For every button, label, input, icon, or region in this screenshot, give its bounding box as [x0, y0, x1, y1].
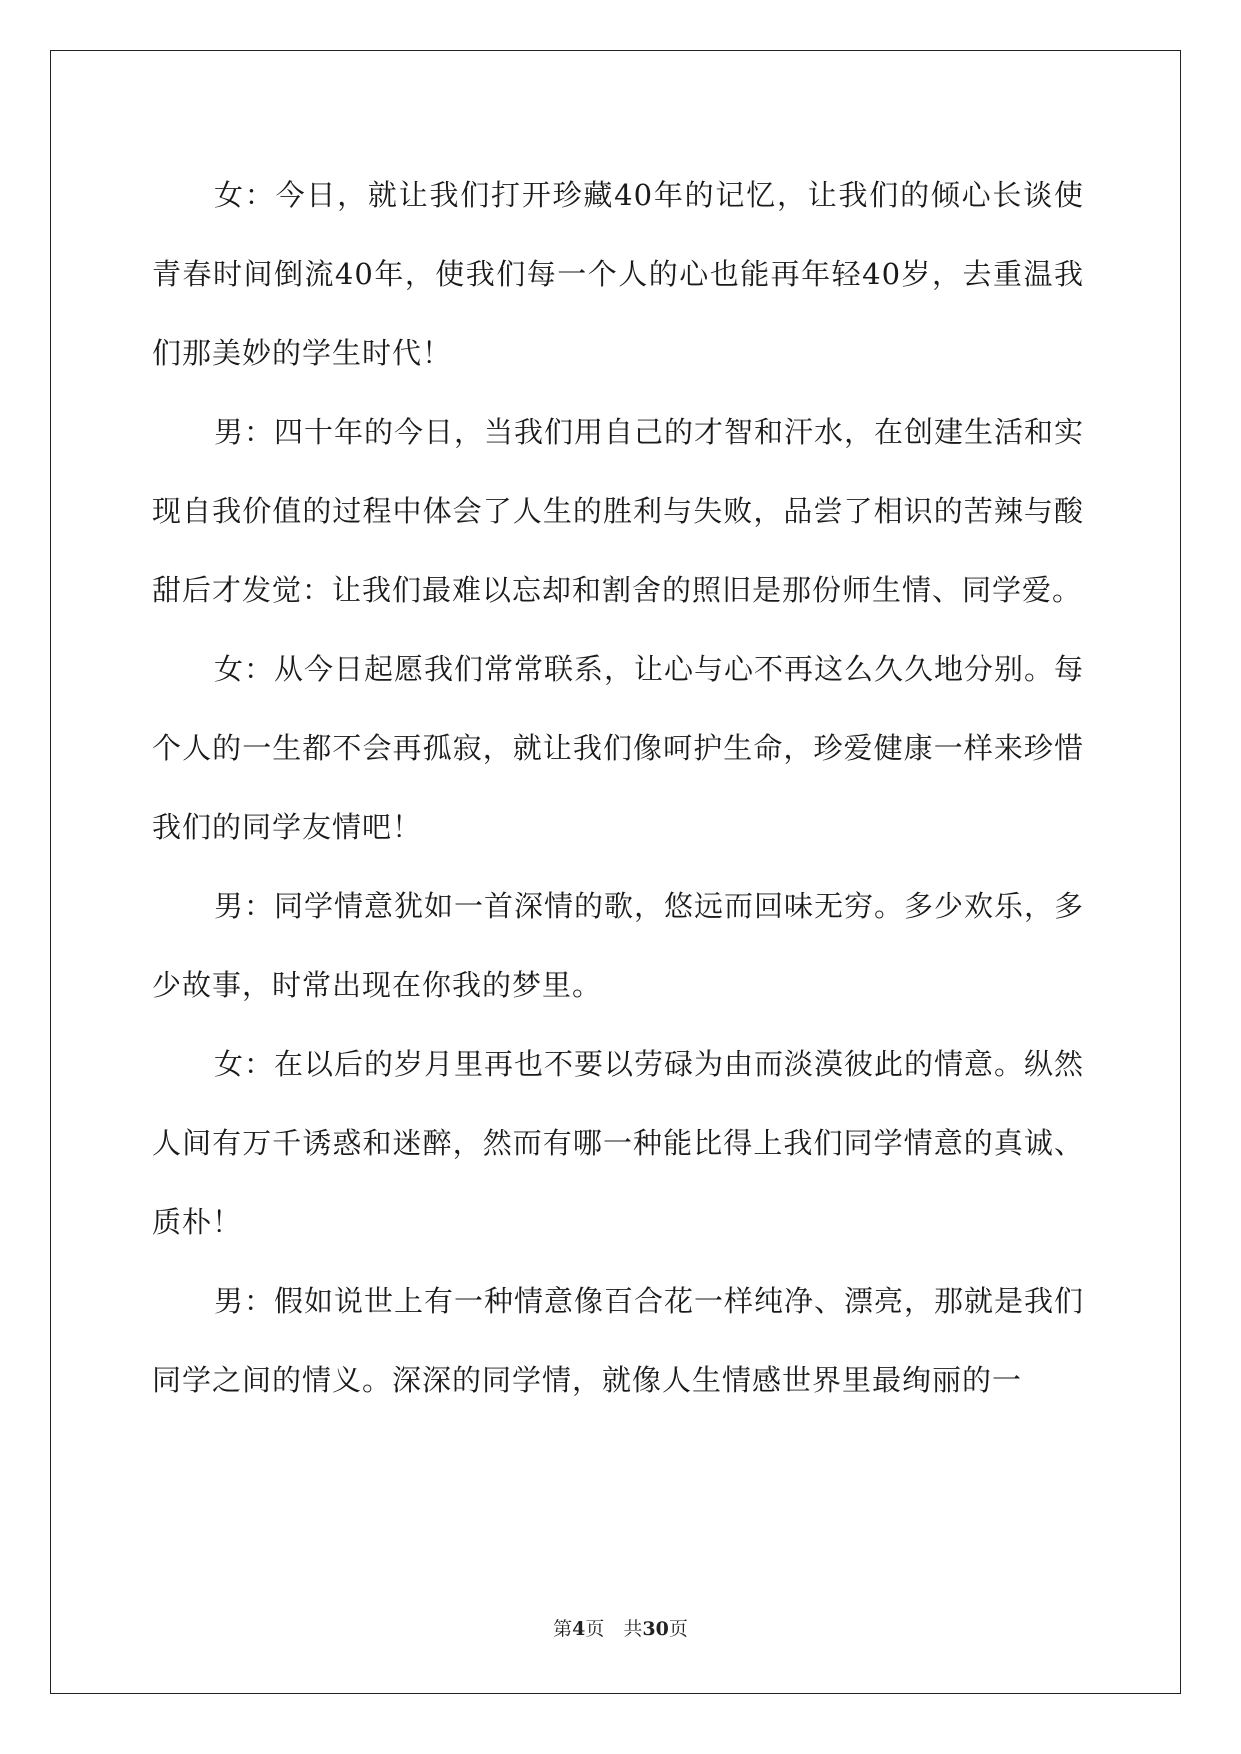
paragraph: 女：今日，就让我们打开珍藏40年的记忆，让我们的倾心长谈使青春时间倒流40年，使我们每一个人的心也能再年轻40岁，去重温我们那美妙的学生时代！ [152, 178, 1084, 370]
current-page-number: 4 [572, 1618, 586, 1640]
paragraph: 男：同学情意犹如一首深情的歌，悠远而回味无穷。多少欢乐，多少故事，时常出现在你我的梦里。 [152, 889, 1085, 1002]
page-footer [0, 1614, 1241, 1641]
total-pages-number: 30 [642, 1618, 669, 1640]
paragraph: 男：四十年的今日，当我们用自己的才智和汗水，在创建生活和实现自我价值的过程中体会了人生的胜利与失败，品尝了相识的苦辣与酸甜后才发觉：让我们最难以忘却和割舍的照旧是那份师生情、同学爱。 [152, 415, 1085, 607]
paragraph: 男：假如说世上有一种情意像百合花一样纯净、漂亮，那就是我们同学之间的情义。深深的同学情，就像人生情感世界里最绚丽的一 [152, 1284, 1085, 1397]
footer-prefix: 第 [553, 1618, 573, 1640]
paragraph: 女：从今日起愿我们常常联系，让心与心不再这么久久地分别。每个人的一生都不会再孤寂，就让我们像呵护生命，珍爱健康一样来珍惜我们的同学友情吧！ [152, 652, 1085, 844]
footer-middle: 页 共 [585, 1618, 643, 1640]
document-body [152, 156, 1084, 1420]
paragraph: 女：在以后的岁月里再也不要以劳碌为由而淡漠彼此的情意。纵然人间有万千诱惑和迷醉，然而有哪一种能比得上我们同学情意的真诚、质朴！ [152, 1047, 1085, 1239]
footer-suffix: 页 [668, 1618, 688, 1640]
